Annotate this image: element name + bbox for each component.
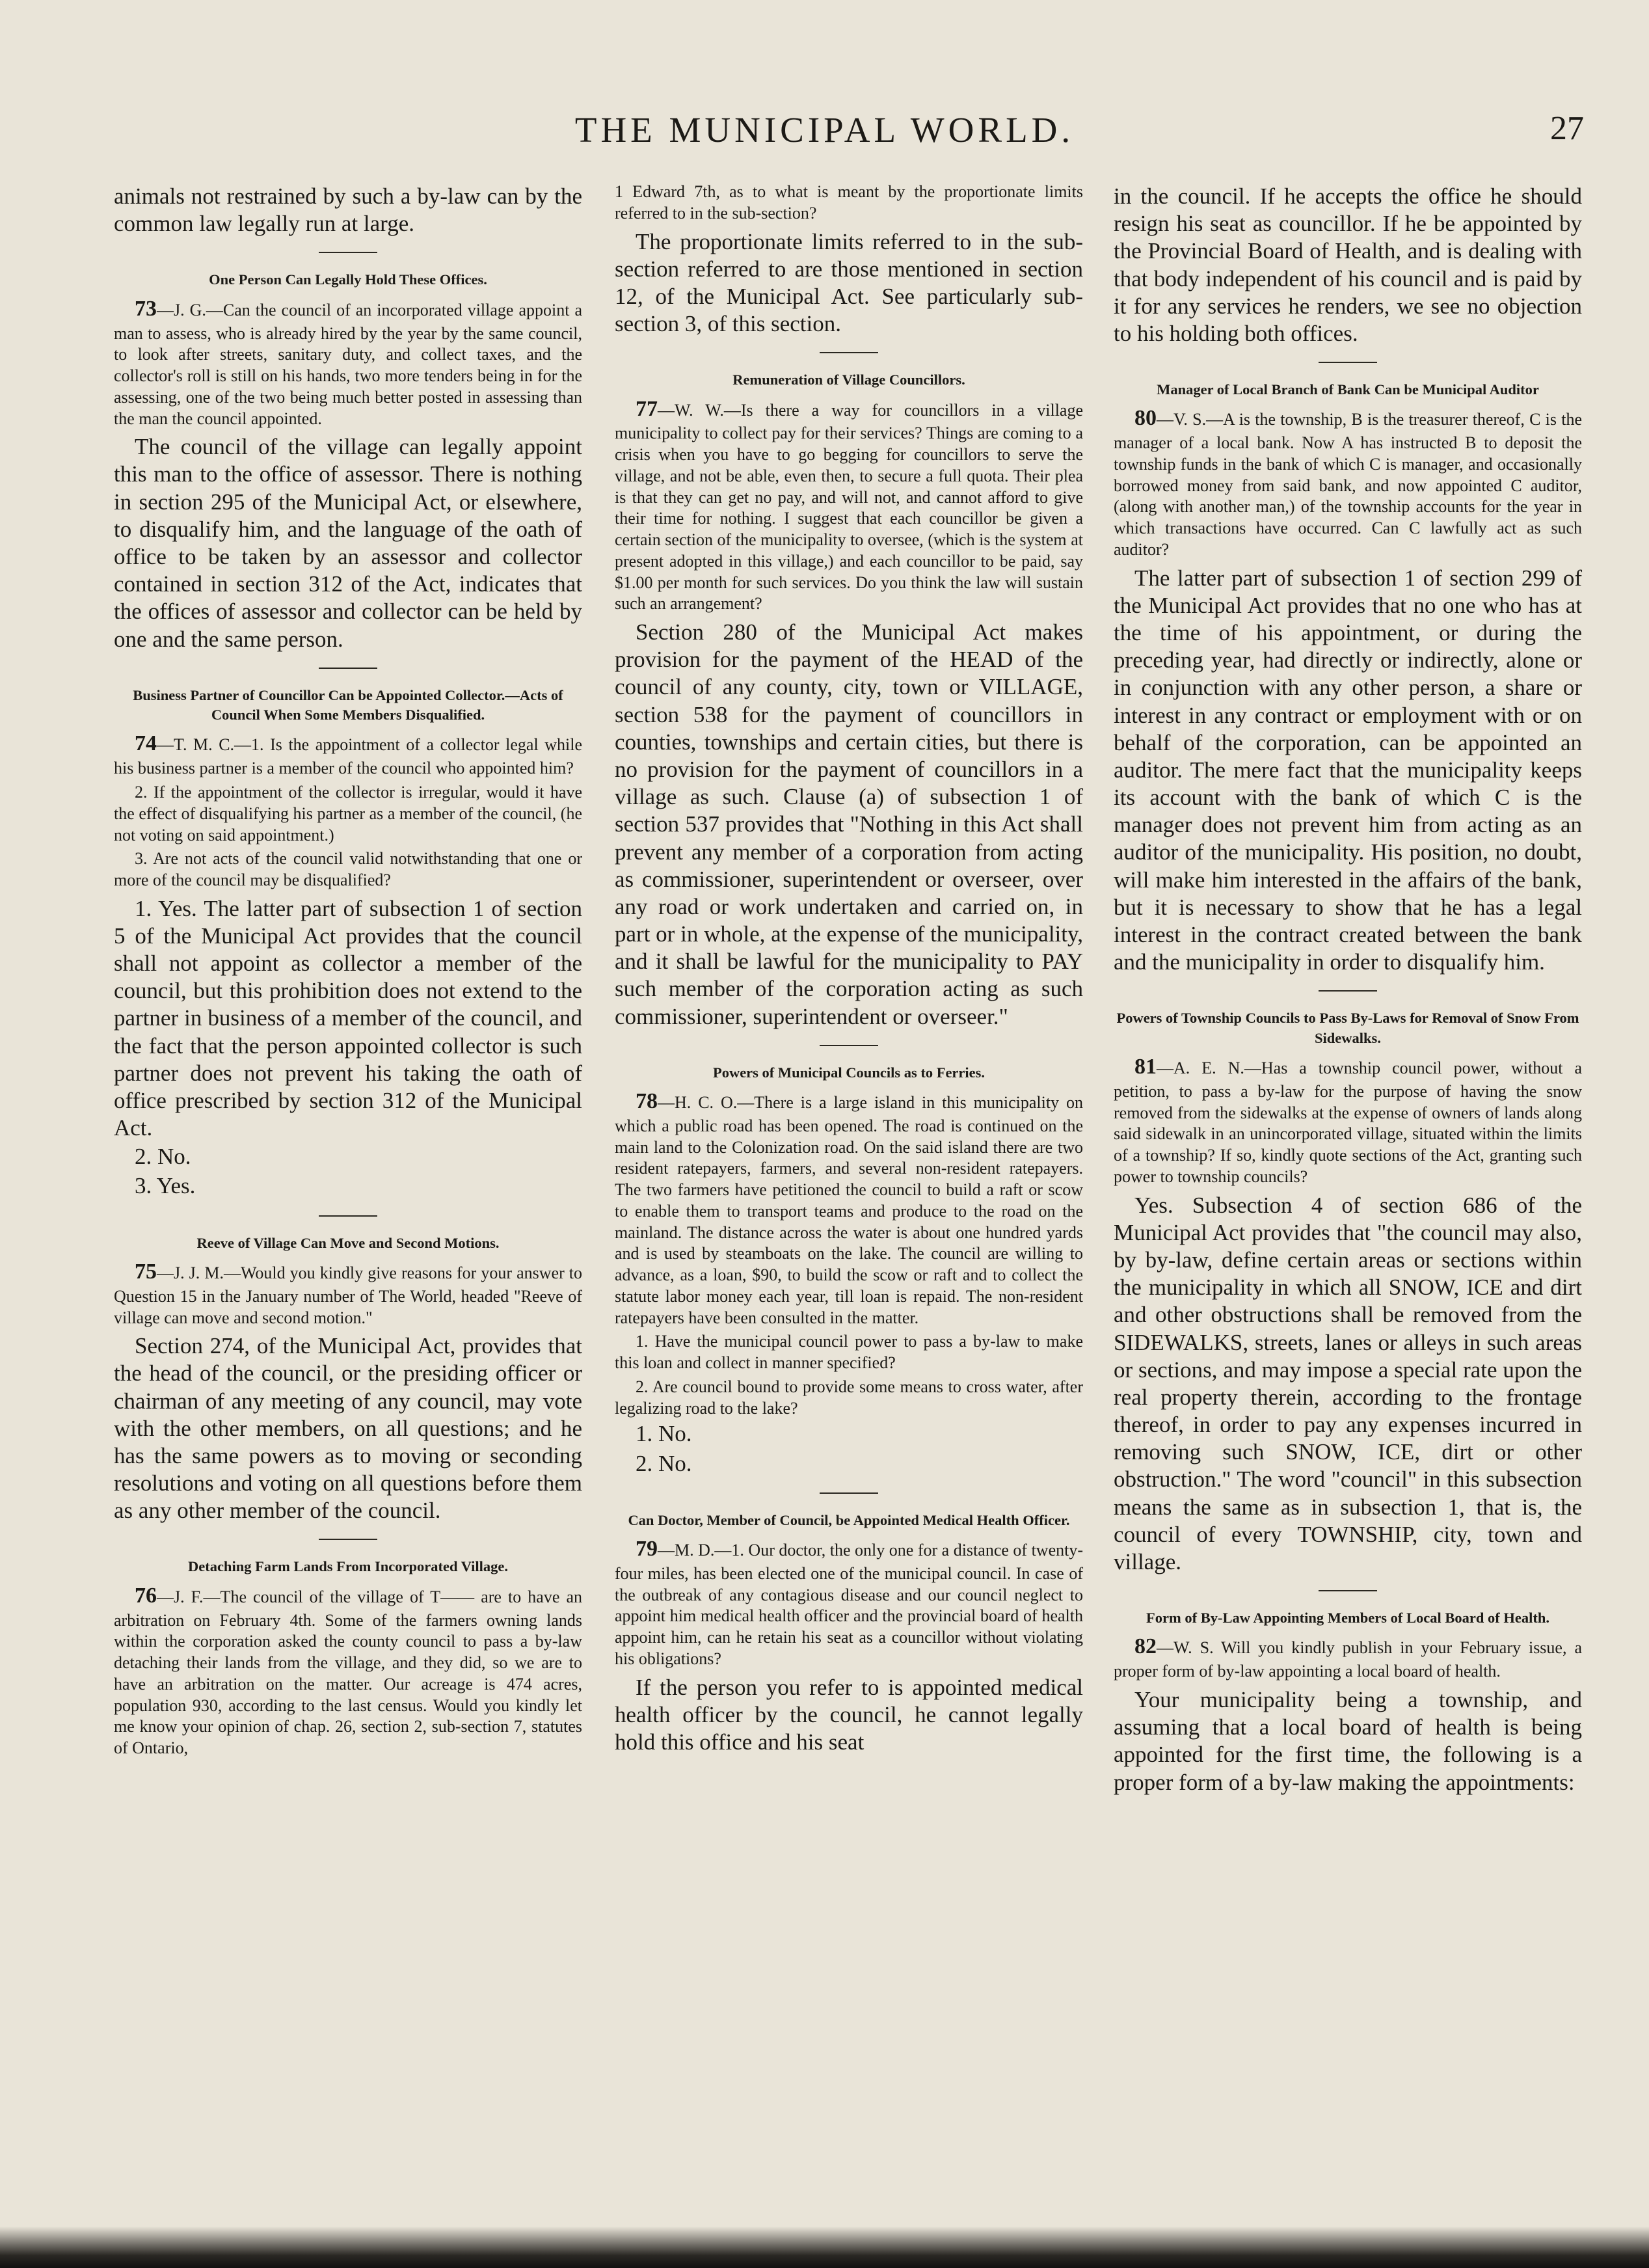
question-heading: Manager of Local Branch of Bank Can be Municipal Auditor (1157, 381, 1539, 398)
running-title: THE MUNICIPAL WORLD. (574, 110, 1075, 150)
question-heading: Business Partner of Councillor Can be Appointed Collector.—Acts of Council When Some Members Disqualified. (133, 686, 563, 723)
column-1 (114, 179, 582, 1759)
answer-text: Section 280 of the Municipal Act makes provision for the payment of the HEAD of the council of any county, city, town or VILLAGE, section 538 for the payment of councillors in counties, townships and certain cities, but there is no provision for the payment of councillors in a village as such. Clause (a) of subsection 1 of section 537 provides that "Nothing in this Act shall prevent any member of a corporation from acting as commissioner, superintendent or overseer, over any road or work undertaken and carried on, in part or in whole, at the expense of the municipality, and it shall be lawful for the municipality to PAY such member of the corporation acting as such commissioner, superintendent or overseer." (615, 619, 1083, 1029)
question-number: 82 (1134, 1634, 1157, 1659)
answer-text: Yes. Subsection 4 of section 686 of the Municipal Act provides that "the council may also, by by-law, define certain areas or sections within the municipality in which all SNOW, ICE and dirt and other obstructions shall be removed from the SIDEWALKS, streets, lanes or alleys in such areas or sections, and may impose a special rate upon the real property therein, according to the frontage thereof, in order to pay any expenses incurred in removing such SNOW, ICE, dirt or other obstruction." The word "council" in this subsection means the same as in subsection 1, that is, the council of every TOWNSHIP, city, town and village. (1114, 1192, 1582, 1574)
question-heading: Reeve of Village Can Move and Second Motions. (196, 1234, 500, 1251)
question-heading: Detaching Farm Lands From Incorporated Village. (187, 1558, 509, 1575)
section-divider (1319, 990, 1377, 992)
question-text: 1 Edward 7th, as to what is meant by the proportionate limits referred to in the sub-section? (615, 182, 1083, 223)
question-text: 2. If the appointment of the collector is irregular, would it have the effect of disqualifying his partner as a member of the council, (he not voting on said appointment.) (114, 783, 582, 844)
question-text: 80—V. S.—A is the township, B is the treasurer thereof, C is the manager of a local bank. Now A has instructed B to deposit the township funds in the bank of which C is manager, and occasionally borrowed money from said bank, and now appointed C auditor, (along with another man,) of the township accounts for the year in which transactions have occurred. Can C lawfully act as such auditor? (1114, 406, 1582, 559)
continued-text: in the council. If he accepts the office he should resign his seat as councillor. If he be appointed by the Provincial Board of Health, and is dealing with that body independent of his council and is paid by it for any services he renders, we see no objection to his holding both offices. (1114, 183, 1582, 346)
answer-item: 3. Yes. (135, 1173, 196, 1199)
question-text: 2. Are council bound to provide some means to cross water, after legalizing road to the lake? (615, 1377, 1083, 1418)
page-number: 27 (1550, 110, 1584, 147)
answer-text: 1. Yes. The latter part of subsection 1 of section 5 of the Municipal Act provides that the council shall not appoint as collector a member of the council, but this prohibition does not extend to the partner in business of a member of the council, and the fact that the person appointed collector is such partner does not prevent his taking the oath of office prescribed by section 312 of the Municipal Act. (114, 895, 582, 1141)
section-divider (319, 252, 377, 253)
question-text: 82—W. S. Will you kindly publish in your February issue, a proper form of by-law appointing a local board of health. (1114, 1634, 1582, 1681)
question-heading: Remuneration of Village Councillors. (732, 371, 965, 388)
question-heading: Form of By-Law Appointing Members of Local Board of Health. (1146, 1610, 1549, 1627)
question-text: 75—J. J. M.—Would you kindly give reasons for your answer to Question 15 in the January number of The World, headed "Reeve of village can move and second motion." (114, 1259, 582, 1327)
page-header (0, 0, 1649, 189)
section-divider (319, 668, 377, 669)
question-text: 78—H. C. O.—There is a large island in this municipality on which a public road has been opened. The road is continued on the main land to the Colonization road. On the said island there are two resident ratepayers, farmers, and several non-resident ratepayers. The two farmers have petitioned the council to build a raft or scow to enable them to transport teams and produce to the road on the mainland. The distance across the water is about one hundred yards and is used by steamboats on the lake. The council are willing to advance, as a loan, $90, to build the scow or raft and to collect the statute labor money each year, till loan is repaid. The non-resident ratepayers have been consulted in the matter. (615, 1089, 1083, 1327)
question-number: 76 (135, 1583, 157, 1608)
answer-item: 1. No. (636, 1421, 692, 1447)
column-2 (615, 179, 1083, 1756)
section-divider (820, 352, 878, 353)
answer-text: The latter part of subsection 1 of section 299 of the Municipal Act provides that no one who has at the time of his appointment, or during the preceding year, had directly or indirectly, alone or in conjunction with any other person, a share or interest in any contract or employment with or on behalf of the corporation, can be appointed an auditor. The mere fact that the municipality keeps its account with the bank of which C is the manager does not prevent him from acting as an auditor of the municipality. His position, no doubt, will make him interested in the affairs of the bank, but it is necessary to show that he has a legal interest in the contract created between the bank and the municipality in order to disqualify him. (1114, 565, 1582, 975)
section-divider (1319, 362, 1377, 363)
page-bottom-edge (0, 2226, 1649, 2268)
question-number: 79 (636, 1537, 658, 1561)
question-number: 74 (135, 731, 157, 756)
answer-item: 2. No. (636, 1450, 692, 1476)
question-number: 73 (135, 296, 157, 321)
question-text: 79—M. D.—1. Our doctor, the only one for a distance of twenty-four miles, has been elected one of the municipal council. In case of the outbreak of any contagious disease and our council neglect to appoint him medical health officer and the provincial board of health appoint him, can he retain his seat as a councillor without violating his obligations? (615, 1537, 1083, 1668)
answer-text: The council of the village can legally appoint this man to the office of assessor. There is nothing in section 295 of the Municipal Act, or elsewhere, to disqualify him, and the language of the oath of office to be taken by an assessor and collector contained in section 312 of the Act, indicates that the offices of assessor and collector can be held by one and the same person. (114, 434, 582, 652)
answer-text: The proportionate limits referred to in the sub-section referred to are those mentioned in section 12, of the Municipal Act. See particularly sub-section 3, of this section. (615, 228, 1083, 337)
section-divider (319, 1215, 377, 1217)
answer-text: If the person you refer to is appointed medical health officer by the council, he cannot legally hold this office and his seat (615, 1674, 1083, 1755)
section-divider (820, 1492, 878, 1494)
question-heading: Powers of Municipal Councils as to Ferries. (712, 1064, 985, 1081)
question-text: 1. Have the municipal council power to pass a by-law to make this loan and collect in manner specified? (615, 1332, 1083, 1373)
question-number: 78 (636, 1089, 658, 1114)
question-text: 77—W. W.—Is there a way for councillors in a village municipality to collect pay for their services? Things are coming to a crisis when you have to go begging for councillors to serve the village, and not be able, even then, to secure a full quota. Their plea is that they can get no pay, and will not, and cannot afford to give their time for nothing. I suggest that each councillor be given a certain section of the municipality to oversee, (which is the system at present adopted in this village,) and each councillor to be paid, say $1.00 per month for such services. Do you think the law will sustain such an arrangement? (615, 396, 1083, 614)
question-text: 3. Are not acts of the council valid notwithstanding that one or more of the council may be disqualified? (114, 849, 582, 889)
section-divider (820, 1045, 878, 1046)
question-number: 77 (636, 396, 658, 421)
question-text: 76—J. F.—The council of the village of T—— are to have an arbitration on February 4th. Some of the farmers owning lands within the corporation asked the county council to pass a by-law detaching their lands from the village, and they did, so we are to have an arbitration on the matter. Our acreage is 474 acres, population 930, according to the last census. Would you kindly let me know your opinion of chap. 26, section 2, sub-section 7, statutes of Ontario, (114, 1583, 582, 1758)
answer-text: Your municipality being a township, and assuming that a local board of health is being appointed for the first time, the following is a proper form of a by-law making the appointments: (1114, 1687, 1582, 1795)
answer-text: Section 274, of the Municipal Act, provides that the head of the council, or the presiding officer or chairman of any meeting of any council, may vote with the other members, on all questions; and he has the same powers as to moving or seconding resolutions and voting on all questions before them as any other member of the council. (114, 1333, 582, 1524)
question-heading: Can Doctor, Member of Council, be Appointed Medical Health Officer. (628, 1511, 1070, 1528)
question-number: 80 (1134, 406, 1157, 431)
question-heading: Powers of Township Councils to Pass By-Laws for Removal of Snow From Sidewalks. (1116, 1010, 1579, 1046)
answer-item: 2. No. (135, 1144, 191, 1170)
continued-text: animals not restrained by such a by-law can by the common law legally run at large. (114, 183, 582, 237)
question-text: 81—A. E. N.—Has a township council power, without a petition, to pass a by-law for the purpose of having the snow removed from the sidewalks at the expense of owners of lands along said sidewalk in an unincorporated village, situated within the limits of a township? If so, kindly quote sections of the Act, granting such power to township councils? (1114, 1055, 1582, 1186)
question-text: 73—J. G.—Can the council of an incorporated village appoint a man to assess, who is already hired by the year by the same council, to look after streets, sanitary duty, and collect taxes, and the collector's roll is still on his hands, two more tenders being in for the assessing, one of the two being much better posted in assessing than the man the council appointed. (114, 296, 582, 428)
section-divider (319, 1539, 377, 1540)
question-text: 74—T. M. C.—1. Is the appointment of a collector legal while his business partner is a member of the council who appointed him? (114, 731, 582, 778)
column-3 (1114, 179, 1582, 1796)
question-number: 75 (135, 1259, 157, 1284)
question-number: 81 (1134, 1055, 1157, 1079)
question-heading: One Person Can Legally Hold These Offices. (209, 271, 487, 288)
section-divider (1319, 1590, 1377, 1591)
